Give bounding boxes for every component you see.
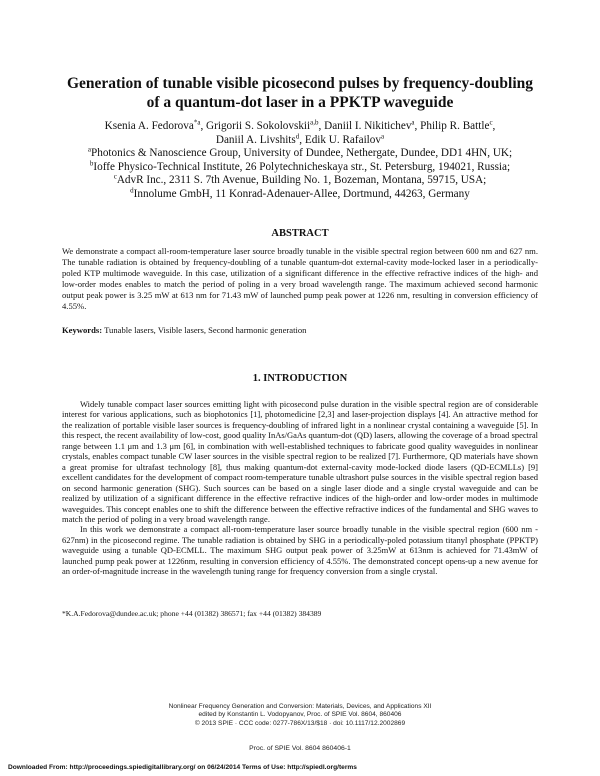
- affiliation: [40, 161, 560, 175]
- affiliation-mark: a: [87, 145, 91, 154]
- author-name: , Daniil I. Nikitichev: [318, 120, 412, 132]
- introduction-paragraph-2: In this work we demonstrate a compact all-room-temperature laser source broadly tunable in the visible spectral region (600 nm - 627nm) in the picosecond regime. The tunable radiation is obtained by SHG in a periodically-poled potassium titanyl phosphate (PPKTP) waveguide using a tunable QD-ECMLL. The maximum SHG output peak power of 3.25mW at 613nm is achieved for 71.43mW of launched pump peak power at 1226nm, resulting in conversion efficiency of 4.55%. The demonstrated concept opens-up a new avenue for an order-of-magnitude increase in the wavelength tuning range for frequency conversion from a single crystal.: [62, 524, 538, 577]
- affiliation-text: AdvR Inc., 2311 S. 7th Avenue, Building No. 1, Bozeman, Montana, 59715, USA;: [116, 174, 487, 187]
- keywords: [62, 325, 538, 336]
- corresponding-author-footnote: *K.A.Fedorova@dundee.ac.uk; phone +44 (01382) 386571; fax +44 (01382) 384389: [62, 609, 322, 618]
- affiliation-mark: c: [113, 172, 117, 181]
- author-block: [40, 120, 560, 202]
- abstract-heading: ABSTRACT: [271, 228, 329, 239]
- author-affil-mark: a: [411, 118, 415, 127]
- affiliation-text: Ioffe Physico-Technical Institute, 26 Polytechnicheskaya str., St. Petersburg, 194021, Russia;: [93, 160, 511, 173]
- author-affil-mark: d: [295, 131, 300, 140]
- citation-line-2: edited by Konstantin L. Vodopyanov, Proc. of SPIE Vol. 8604, 860406: [198, 711, 402, 719]
- title-line-2: of a quantum-dot laser in a PPKTP waveguide: [146, 94, 454, 111]
- keywords-list: Tunable lasers, Visible lasers, Second harmonic generation: [102, 325, 307, 335]
- title-line-1: Generation of tunable visible picosecond pulses by frequency-doubling: [66, 75, 534, 92]
- keywords-label: Keywords:: [62, 325, 103, 335]
- author-name: Daniil A. Livshits: [215, 133, 296, 146]
- affiliation-text: Photonics & Nanoscience Group, University of Dundee, Nethergate, Dundee, DD1 4HN, UK;: [91, 147, 513, 160]
- citation-line-1: Nonlinear Frequency Generation and Conversion: Materials, Devices, and Applications XII: [168, 703, 432, 710]
- download-notice: Downloaded From: http://proceedings.spiedigitallibrary.org/ on 06/24/2014 Terms of Use: http://spiedl.org/terms: [8, 764, 357, 771]
- author-list-line-1: [40, 120, 560, 134]
- introduction-body: [62, 399, 538, 577]
- affiliation: [40, 174, 560, 188]
- author-name: , Philip R. Battle: [414, 120, 490, 132]
- author-name: , Grigorii S. Sokolovskii: [200, 120, 311, 132]
- author-name: , Edik U. Rafailov: [299, 133, 381, 146]
- author-affil-mark: a: [380, 131, 385, 140]
- affiliation: [40, 147, 560, 161]
- author-name: Ksenia A. Fedorova: [104, 120, 194, 132]
- abstract-text: We demonstrate a compact all-room-temperature laser source broadly tunable in the visible spectral region between 600 nm and 627 nm. The tunable radiation is obtained by frequency-doubling of a tunable quantum-dot external-cavity mode-locked laser in a periodically-poled KTP multimode waveguide. In this case, utilization of a significant difference in the effective refractive indices of the high- and low-order modes enables to match the period of poling in a very broad wavelength range. The maximum achieved second harmonic output peak power is 3.25 mW at 613 nm for 71.43 mW of launched pump peak power at 1226 nm, resulting in conversion efficiency of 4.55%.: [62, 246, 538, 312]
- affiliation-mark: b: [89, 159, 94, 168]
- page-identifier: Proc. of SPIE Vol. 8604 860406-1: [249, 745, 351, 752]
- affiliation-text: Innolume GmbH, 11 Konrad-Adenauer-Allee, Dortmund, 44263, Germany: [133, 187, 470, 200]
- affiliation: [40, 188, 560, 202]
- citation-line-3: © 2013 SPIE · CCC code: 0277-786X/13/$18 · doi: 10.1117/12.2002869: [194, 719, 406, 727]
- introduction-heading: 1. INTRODUCTION: [252, 373, 348, 384]
- paper-title: [50, 74, 550, 112]
- affiliation-mark: d: [130, 186, 134, 195]
- author-separator: ,: [492, 120, 496, 132]
- author-affil-mark: a,b: [310, 118, 319, 127]
- author-affil-mark: *a: [193, 118, 201, 127]
- introduction-paragraph-1: Widely tunable compact laser sources emitting light with picosecond pulse duration in the visible spectral region are of considerable interest for various applications, such as biophotonics [1], photomedicine [2,3] and laser-projection displays [4]. An attractive method for the realization of portable visible laser sources is frequency-doubling of infrared light in a nonlinear crystal containing a waveguide [5]. In this respect, the recent availability of low-cost, good quality InAs/GaAs quantum-dot (QD) lasers, allowing the coverage of a broad spectral range between 1.1 μm and 1.3 μm [6], in combination with well-established techniques to fabricate good quality waveguides in nonlinear crystals, enables compact tunable CW laser sources in the visible spectral region to be realized [7]. Furthermore, QD materials have shown a great promise for ultrafast technology [8], thus making quantum-dot external-cavity mode-locked diode lasers (QD-ECMLLs) [9] excellent candidates for the development of compact room-temperature tunable ultrashort pulse sources in the visible spectral region based on second harmonic generation (SHG). Such sources can be based on a single laser diode and a single crystal waveguide and can be realized by utilization of a significant difference in the effective refractive indices of the high-order and low-order modes in multimode waveguides. This concept enables one to shift the difference between the effective refractive indices of the fundamental and SHG waves to match the period of poling in a very broad wavelength range.: [62, 399, 538, 524]
- proceedings-citation: [100, 703, 500, 728]
- author-list-line-2: [40, 131, 560, 148]
- author-affil-mark: c: [489, 118, 493, 127]
